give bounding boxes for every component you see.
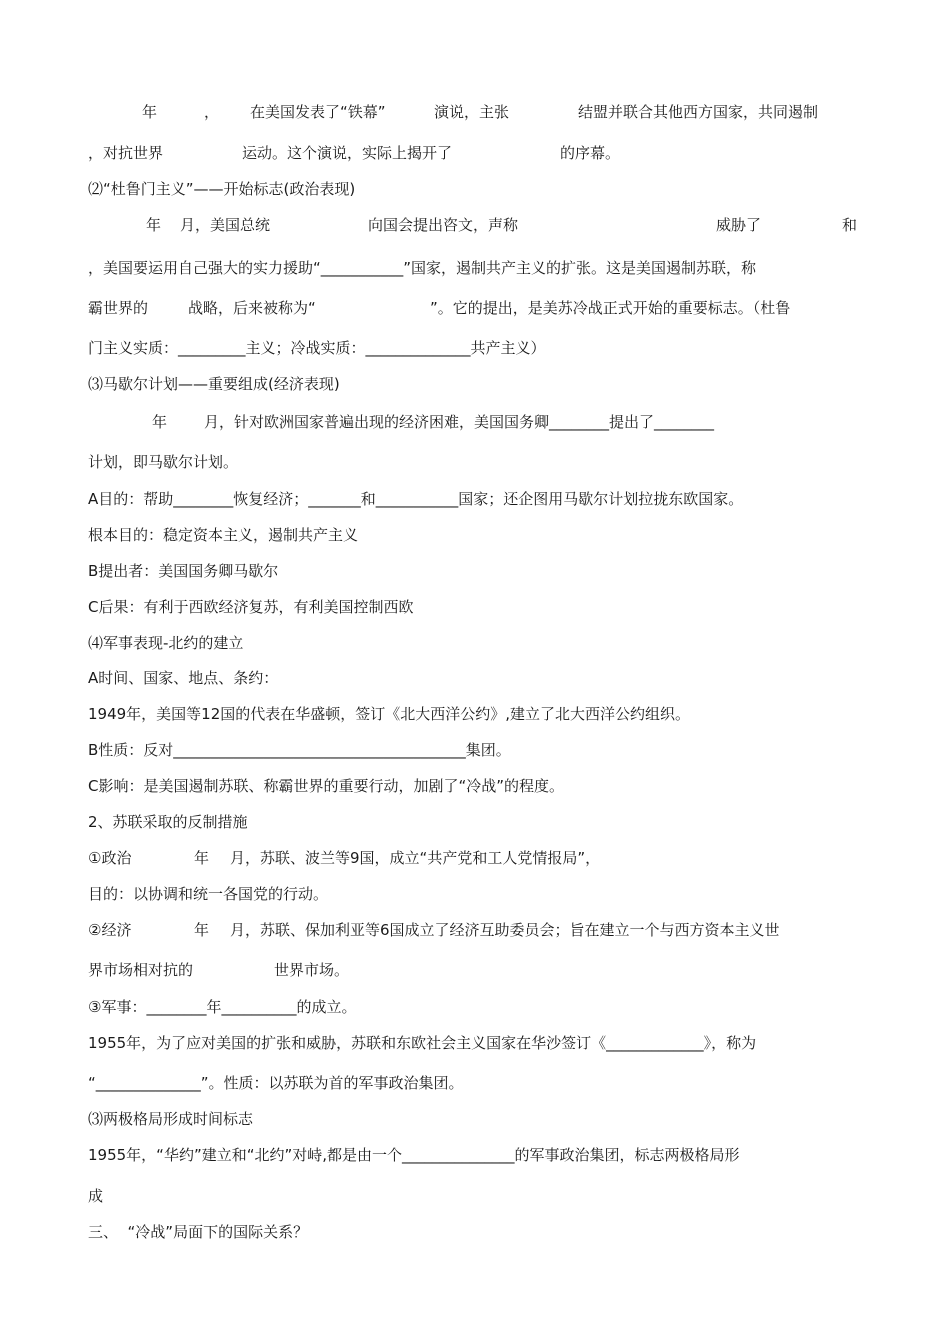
text-run: 月，苏联、波兰等9国，成立“共产党和工人党情报局”，: [230, 849, 601, 867]
text-run: 月，针对欧洲国家普遍出现的经济困难，美国国务卿________提出了________: [204, 413, 715, 431]
text-run: ②经济: [88, 921, 132, 939]
text-run: 和: [842, 216, 858, 234]
text-run: 年: [194, 921, 210, 939]
text-run: 年: [194, 849, 210, 867]
text-run: 运动。这个演说，实际上揭开了: [242, 144, 453, 162]
paragraph-line: A时间、国家、地点、条约：: [88, 669, 279, 687]
paragraph-line: ③军事：________年__________的成立。: [88, 998, 357, 1016]
text-run: 月，苏联、保加利亚等6国成立了经济互助委员会；旨在建立一个与西方资本主义世: [230, 921, 780, 939]
text-run: ”。它的提出，是美苏冷战正式开始的重要标志。（杜鲁: [430, 299, 791, 317]
section-heading: ⑵“杜鲁门主义”——开始标志(政治表现): [88, 180, 356, 198]
section-heading: ⑶马歇尔计划——重要组成(经济表现): [88, 375, 340, 393]
section-heading: ⑶两极格局形成时间标志: [88, 1110, 254, 1128]
text-run: 年: [146, 216, 162, 234]
text-run: 世界市场。: [274, 961, 350, 979]
text-run: 向国会提出咨文，声称: [368, 216, 519, 234]
text-run: 战略，后来被称为“: [188, 299, 316, 317]
section-heading: 三、 “冷战”局面下的国际关系？: [88, 1223, 309, 1241]
text-run: 年: [152, 413, 168, 431]
paragraph-line: ，美国要运用自己强大的实力援助“___________”国家，遏制共产主义的扩张。这是美国遏制苏联，称: [88, 259, 757, 277]
text-run: 在美国发表了“铁幕”: [250, 103, 386, 121]
text-run: 界市场相对抗的: [88, 961, 194, 979]
paragraph-line: C后果：有利于西欧经济复苏，有利美国控制西欧: [88, 598, 414, 616]
section-heading: 2、苏联采取的反制措施: [88, 813, 248, 831]
paragraph-line: 1949年，美国等12国的代表在华盛顿，签订《北大西洋公约》,建立了北大西洋公约组织。: [88, 705, 691, 723]
text-run: 的序幕。: [560, 144, 621, 162]
paragraph-line: 成: [88, 1187, 104, 1205]
text-run: 霸世界的: [88, 299, 149, 317]
paragraph-line: B性质：反对_______________________________________集团。: [88, 741, 511, 759]
paragraph-line: 门主义实质：_________主义；冷战实质：______________共产主义）: [88, 339, 546, 357]
paragraph-line: 1955年，“华约”建立和“北约”对峙,都是由一个_______________的军事政治集团，标志两极格局形: [88, 1146, 740, 1164]
paragraph-line: 目的：以协调和统一各国党的行动。: [88, 885, 329, 903]
text-run: ，对抗世界: [88, 144, 164, 162]
text-run: 结盟并联合其他西方国家，共同遏制: [578, 103, 819, 121]
paragraph-line: 根本目的：稳定资本主义，遏制共产主义: [88, 526, 359, 544]
paragraph-line: 1955年，为了应对美国的扩张和威胁，苏联和东欧社会主义国家在华沙签订《_____________》，称为: [88, 1034, 757, 1052]
paragraph-line: C影响：是美国遏制苏联、称霸世界的重要行动，加剧了“冷战”的程度。: [88, 777, 565, 795]
text-run: 威胁了: [716, 216, 762, 234]
text-run: ，: [204, 103, 220, 121]
text-run: 月，美国总统: [180, 216, 271, 234]
paragraph-line: B提出者：美国国务卿马歇尔: [88, 562, 279, 580]
section-heading: ⑷军事表现-北约的建立: [88, 634, 244, 652]
text-run: ①政治: [88, 849, 132, 867]
text-run: 演说，主张: [434, 103, 510, 121]
text-run: 年: [142, 103, 158, 121]
paragraph-line: “______________”。性质：以苏联为首的军事政治集团。: [88, 1074, 464, 1092]
paragraph-line: A目的：帮助________恢复经济；_______和___________国家；还企图用马歇尔计划拉拢东欧国家。: [88, 490, 744, 508]
paragraph-line: 计划，即马歇尔计划。: [88, 453, 239, 471]
